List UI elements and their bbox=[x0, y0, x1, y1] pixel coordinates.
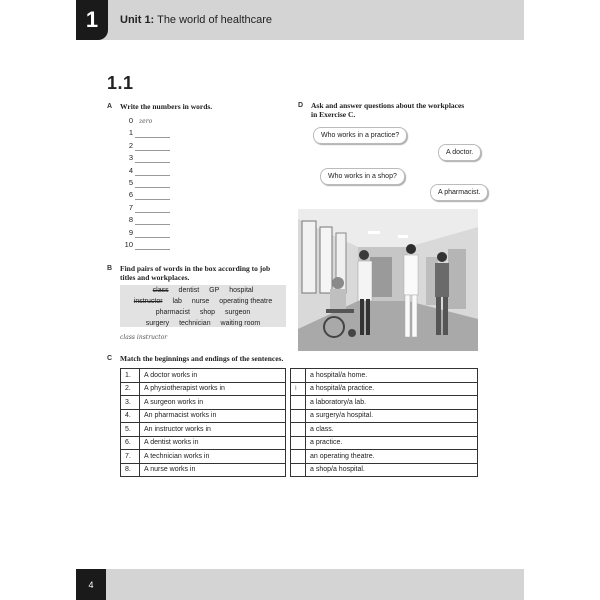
sentence-ending: a practice. bbox=[306, 436, 478, 450]
sentence-beginning: A technician works in bbox=[140, 450, 286, 464]
footer-bar bbox=[106, 569, 524, 600]
number-row bbox=[121, 166, 181, 178]
word-row-3 bbox=[120, 307, 286, 318]
table-row bbox=[291, 369, 478, 383]
number-label: 9 bbox=[128, 227, 133, 237]
number-row bbox=[121, 190, 181, 202]
exercise-b-instruction-line1: Find pairs of words in the box according to job bbox=[120, 264, 271, 273]
exercise-d-letter: D bbox=[298, 102, 304, 109]
example-answer: zero bbox=[139, 118, 153, 125]
word: operating theatre bbox=[219, 298, 273, 305]
row-number: 8. bbox=[121, 463, 140, 477]
sentence-beginning: A surgeon works in bbox=[140, 396, 286, 410]
answer-line[interactable] bbox=[135, 150, 170, 151]
number-row bbox=[121, 141, 181, 153]
exercise-d-instruction bbox=[311, 101, 464, 119]
section-number: 1.1 bbox=[107, 73, 134, 93]
table-row bbox=[291, 396, 478, 410]
match-answer-cell[interactable] bbox=[291, 436, 306, 450]
hospital-corridor-photo bbox=[298, 209, 478, 351]
unit-label: Unit 1: bbox=[120, 14, 155, 26]
sentence-ending: a class. bbox=[306, 423, 478, 437]
exercise-d-instruction-line1: Ask and answer questions about the workplaces bbox=[311, 101, 465, 110]
table-row bbox=[291, 436, 478, 450]
number-row bbox=[121, 153, 181, 165]
answer-line[interactable] bbox=[135, 162, 170, 163]
answer-line[interactable] bbox=[135, 175, 170, 176]
answer-line[interactable] bbox=[135, 237, 170, 238]
table-row bbox=[121, 423, 286, 437]
table-row bbox=[291, 463, 478, 477]
speech-bubble-question-2: Who works in a shop? bbox=[320, 168, 405, 185]
number-label: 10 bbox=[124, 240, 133, 249]
sentence-beginning: A doctor works in bbox=[140, 369, 286, 383]
match-table-left bbox=[120, 368, 286, 477]
number-label: 4 bbox=[128, 165, 133, 175]
match-answer-cell[interactable] bbox=[291, 450, 306, 464]
match-answer-cell[interactable] bbox=[291, 369, 306, 383]
table-row bbox=[121, 436, 286, 450]
number-row bbox=[121, 215, 181, 227]
sentence-beginning: An instructor works in bbox=[140, 423, 286, 437]
exercise-b-letter: B bbox=[107, 265, 113, 272]
word-box bbox=[120, 285, 286, 327]
match-answer-cell[interactable] bbox=[291, 409, 306, 423]
exercise-b-instruction bbox=[120, 264, 270, 282]
word: instructor bbox=[133, 298, 163, 305]
table-row bbox=[121, 396, 286, 410]
match-answer-cell[interactable] bbox=[291, 423, 306, 437]
answer-line[interactable] bbox=[135, 187, 170, 188]
answer-line[interactable] bbox=[135, 249, 170, 250]
sentence-ending: a shop/a hospital. bbox=[306, 463, 478, 477]
word: class bbox=[152, 287, 169, 294]
number-row bbox=[121, 240, 181, 252]
number-label: 8 bbox=[128, 215, 133, 225]
word-row-4 bbox=[120, 318, 286, 329]
answer-line[interactable] bbox=[135, 212, 170, 213]
number-row bbox=[121, 116, 181, 128]
word: shop bbox=[199, 309, 216, 316]
table-row bbox=[121, 463, 286, 477]
sentence-ending: an operating theatre. bbox=[306, 450, 478, 464]
table-row bbox=[121, 369, 286, 383]
exercise-b-instruction-line2: titles and workplaces. bbox=[120, 273, 190, 282]
sentence-ending: a laboratory/a lab. bbox=[306, 396, 478, 410]
exercise-c-letter: C bbox=[107, 355, 113, 362]
sentence-ending: a hospital/a home. bbox=[306, 369, 478, 383]
sentence-ending: a hospital/a practice. bbox=[306, 382, 478, 396]
number-label: 0 bbox=[128, 116, 133, 125]
exercise-c-instruction: Match the beginnings and endings of the sentences. bbox=[120, 354, 284, 363]
word: technician bbox=[179, 320, 211, 327]
page-number: 4 bbox=[76, 569, 106, 600]
match-answer-cell[interactable] bbox=[291, 463, 306, 477]
word: nurse bbox=[191, 298, 210, 305]
sentence-beginning: A physiotherapist works in bbox=[140, 382, 286, 396]
table-row bbox=[291, 450, 478, 464]
word: waiting room bbox=[220, 320, 261, 327]
row-number: 7. bbox=[121, 450, 140, 464]
word: dentist bbox=[178, 287, 200, 294]
number-label: 1 bbox=[128, 128, 133, 138]
row-number: 2. bbox=[121, 382, 140, 396]
number-label: 7 bbox=[128, 202, 133, 212]
speech-bubble-answer-2: A pharmacist. bbox=[430, 184, 488, 201]
hospital-corridor-illustration bbox=[298, 209, 478, 351]
row-number: 4. bbox=[121, 409, 140, 423]
sentence-beginning: An pharmacist works in bbox=[140, 409, 286, 423]
number-row bbox=[121, 128, 181, 140]
unit-number-box: 1 bbox=[76, 0, 108, 40]
word: pharmacist bbox=[155, 309, 190, 316]
word: lab bbox=[172, 298, 182, 305]
number-label: 5 bbox=[128, 178, 133, 187]
match-answer-cell[interactable] bbox=[291, 396, 306, 410]
answer-line[interactable] bbox=[135, 199, 170, 200]
row-number: 6. bbox=[121, 436, 140, 450]
number-row bbox=[121, 203, 181, 215]
word-row-2 bbox=[120, 296, 286, 307]
number-row bbox=[121, 178, 181, 190]
exercise-d-instruction-line2: in Exercise C. bbox=[311, 110, 356, 119]
sentence-beginning: A dentist works in bbox=[140, 436, 286, 450]
word: hospital bbox=[229, 287, 254, 294]
sentence-beginning: A nurse works in bbox=[140, 463, 286, 477]
table-row bbox=[291, 382, 478, 396]
number-label: 6 bbox=[128, 190, 133, 200]
row-number: 5. bbox=[121, 423, 140, 437]
exercise-a-letter: A bbox=[107, 103, 113, 110]
row-number: 1. bbox=[121, 369, 140, 383]
unit-title-text: The world of healthcare bbox=[157, 14, 273, 26]
exercise-b-example-answer: class instructor bbox=[120, 334, 168, 341]
word: GP bbox=[209, 287, 220, 294]
sentence-ending: a surgery/a hospital. bbox=[306, 409, 478, 423]
number-label: 2 bbox=[128, 140, 133, 150]
answer-line[interactable] bbox=[135, 137, 170, 138]
table-row bbox=[291, 409, 478, 423]
match-table-right bbox=[290, 368, 478, 477]
exercise-a-instruction: Write the numbers in words. bbox=[120, 102, 213, 111]
table-row bbox=[121, 382, 286, 396]
speech-bubble-answer-1: A doctor. bbox=[438, 144, 481, 161]
table-row bbox=[121, 409, 286, 423]
word-row-1 bbox=[120, 285, 286, 296]
number-label: 3 bbox=[128, 153, 133, 163]
match-answer-cell[interactable]: I bbox=[291, 382, 306, 396]
word: surgery bbox=[145, 320, 170, 327]
table-row bbox=[291, 423, 478, 437]
number-row bbox=[121, 228, 181, 240]
word: surgeon bbox=[225, 309, 251, 316]
speech-bubble-question-1: Who works in a practice? bbox=[313, 127, 407, 144]
unit-title bbox=[120, 14, 272, 26]
answer-line[interactable] bbox=[135, 224, 170, 225]
row-number: 3. bbox=[121, 396, 140, 410]
table-row bbox=[121, 450, 286, 464]
